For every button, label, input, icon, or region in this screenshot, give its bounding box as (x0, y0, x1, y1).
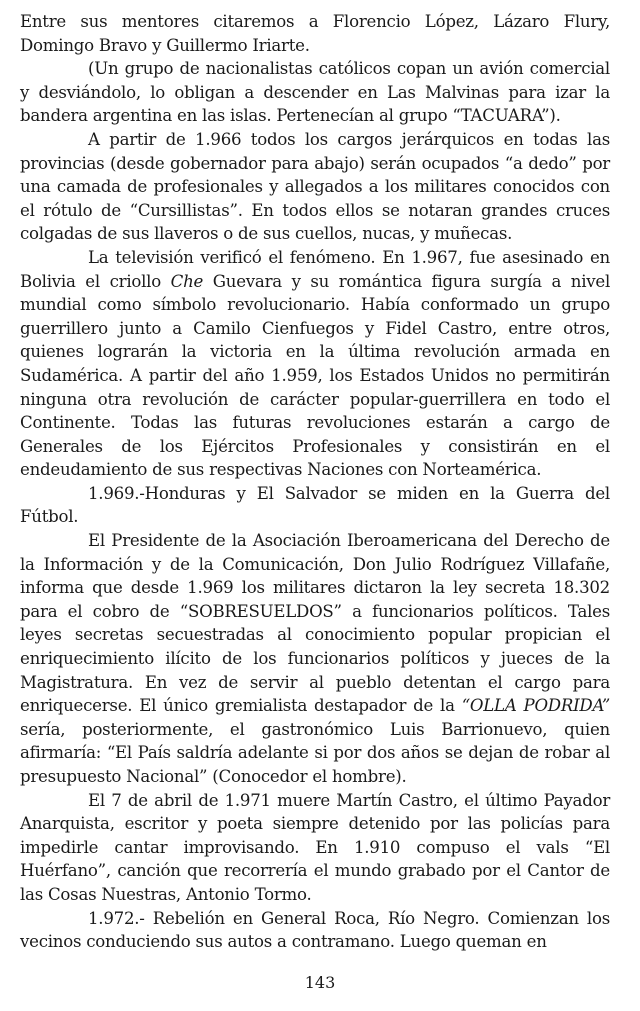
paragraph-1-text: Entre sus mentores citaremos a Florencio López, Lázaro Flury, Domingo Bravo y Guillermo Iriarte. (20, 12, 610, 55)
paragraph-6-text-b: “OLLA PODRIDA” (461, 696, 610, 716)
paragraph-4-text-a: La televisión verificó el fenómeno. En 1.967, fue asesinado en Bolivia el criollo (20, 247, 610, 291)
paragraph-7-text: El 7 de abril de 1.971 muere Martín Castro, el último Payador Anarquista, escritor y poeta siempre detenido por las policías para impedirle cantar improvisando. En 1.910 compuso el vals “El Huérfano”, canción que recorrería el mundo grabado por el Cantor de las Cosas Nuestras, Antonio Tormo. (20, 790, 610, 904)
paragraph-6-text-c: sería, posteriormente, el gastronómico Luis Barrionuevo, quien afirmaría: “El País saldría adelante si por dos años se dejan de robar al presupuesto Nacional” (Conocedor el hombre). (20, 719, 610, 786)
paragraph-6 (20, 529, 610, 789)
paragraph-3-text: A partir de 1.966 todos los cargos jerárquicos en todas las provincias (desde gobernador para abajo) serán ocupados “a dedo” por una camada de profesionales y allegados a los militares conocidos con el rótulo de “Cursillistas”. En todos ellos se notaran grandes cruces colgadas de sus llaveros o de sus cuellos, nucas, y muñecas. (20, 129, 610, 244)
paragraph-5 (20, 482, 610, 529)
paragraph-6-text-a: El Presidente de la Asociación Iberoamericana del Derecho de la Información y de la Comunicación, Don Julio Rodríguez Villafañe, informa que desde 1.969 los militares dictaron la ley secreta 18.302 para el cobro de “SOBRESUELDOS” a funcionarios políticos. Tales leyes secretas secuestradas al conocimiento popular propician el enriquecimiento ilícito de los funcionarios políticos y jueces de la Magistratura. En vez de servir al pueblo detentan el cargo para enriquecerse. El único gremialista destapador de la (20, 531, 610, 716)
paragraph-2-text: (Un grupo de nacionalistas católicos copan un avión comercial y desviándolo, lo obligan a descender en Las Malvinas para izar la bandera argentina en las islas. Pertenecían al grupo “TACUARA”). (20, 59, 610, 126)
paragraph-7 (20, 789, 610, 907)
paragraph-2 (20, 57, 610, 128)
paragraph-4-text-c: Guevara y su romántica figura surgía a nivel mundial como símbolo revolucionario. Había conformado un grupo guerrillero junto a Camilo Cienfuegos y Fidel Castro, entre otros, quienes lograrán la victoria en la última revolución armada en Sudamérica. A partir del año 1.959, los Estados Unidos no permitirán ninguna otra revolución de carácter popular-guerrillera en todo el Continente. Todas las futuras revoluciones estarán a cargo de Generales de los Ejércitos Profesionales y consistirán en el endeudamiento de sus respectivas Naciones con Norteamérica. (20, 271, 611, 480)
paragraph-4 (20, 246, 610, 482)
page-number: 143 (304, 973, 336, 992)
paragraph-5-text: 1.969.-Honduras y El Salvador se miden en la Guerra del Fútbol. (20, 483, 610, 527)
paragraph-8 (20, 907, 610, 954)
paragraph-1 (20, 10, 610, 57)
paragraph-8-text: 1.972.- Rebelión en General Roca, Río Negro. Comienzan los vecinos conduciendo sus autos a contramano. Luego queman en (20, 908, 610, 952)
paragraph-4-text-b: Che (170, 271, 204, 291)
document-page (20, 10, 610, 954)
paragraph-3 (20, 128, 610, 246)
